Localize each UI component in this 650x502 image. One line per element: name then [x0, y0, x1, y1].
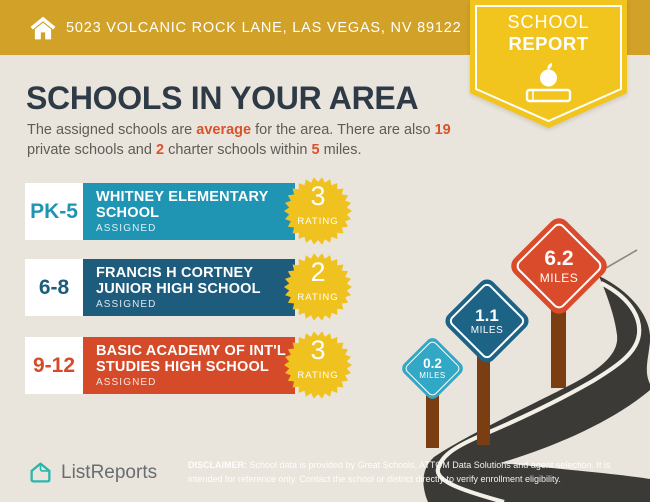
summary-highlight: 2	[155, 142, 165, 159]
listreports-logo	[28, 460, 157, 485]
summary-segment: private schools and	[27, 142, 156, 159]
badge-label-school: SCHOOL	[507, 12, 590, 32]
school-name: WHITNEY ELEMENTARY SCHOOL	[96, 188, 269, 221]
property-address: 5023 VOLCANIC ROCK LANE, LAS VEGAS, NV 89122	[66, 19, 462, 36]
summary-highlight: 5	[311, 142, 320, 159]
summary-segment: for the area. There are also	[251, 122, 435, 138]
listreports-house-icon	[28, 460, 53, 485]
summary-highlight: average	[196, 122, 252, 138]
sign-unit: MILES	[419, 371, 446, 381]
assigned-label: ASSIGNED	[96, 223, 157, 235]
disclaimer-text	[188, 459, 616, 486]
badge-label-report: REPORT	[508, 33, 589, 54]
disclaimer-body: School data is provided by Great Schools, ATTOM Data Solutions and agent selection. It is intended for reference only. Contact the school or district directly to verify enrollment eligibility.	[188, 460, 611, 484]
school-name: FRANCIS H CORTNEY JUNIOR HIGH SCHOOL	[96, 264, 261, 297]
sign-distance: 0.2	[423, 355, 442, 371]
distance-sign-mid	[442, 276, 533, 367]
rating-label: RATING	[297, 216, 339, 227]
sign-distance: 1.1	[475, 305, 499, 325]
sign-post	[551, 305, 566, 388]
sign-unit: MILES	[470, 325, 504, 337]
listreports-wordmark: ListReports	[61, 461, 158, 483]
school-name: BASIC ACADEMY OF INT'L STUDIES HIGH SCHOOL	[96, 342, 286, 375]
disclaimer-label: DISCLAIMER:	[188, 460, 247, 470]
horizon-line	[606, 250, 637, 268]
rating-value: 2	[310, 257, 326, 287]
sign-unit: MILES	[539, 271, 579, 286]
page-title: SCHOOLS IN YOUR AREA	[26, 80, 419, 116]
grade-range: 9-12	[25, 337, 83, 394]
assigned-label: ASSIGNED	[96, 299, 157, 311]
summary-segment: charter schools within	[164, 142, 312, 159]
sign-post	[477, 355, 490, 445]
distance-sign-far	[507, 214, 612, 319]
assigned-label: ASSIGNED	[96, 377, 157, 389]
sign-post	[426, 392, 439, 448]
school-report-badge	[470, 0, 627, 130]
summary-highlight: 19	[434, 122, 451, 138]
sign-distance: 6.2	[544, 246, 574, 270]
rating-value: 3	[310, 181, 326, 211]
grade-range: 6-8	[25, 259, 83, 316]
rating-label: RATING	[297, 370, 339, 381]
summary-segment: The assigned schools are	[27, 122, 197, 138]
rating-label: RATING	[297, 292, 339, 303]
rating-value: 3	[310, 335, 326, 365]
grade-range: PK-5	[25, 183, 83, 240]
summary-segment: miles.	[319, 142, 362, 159]
